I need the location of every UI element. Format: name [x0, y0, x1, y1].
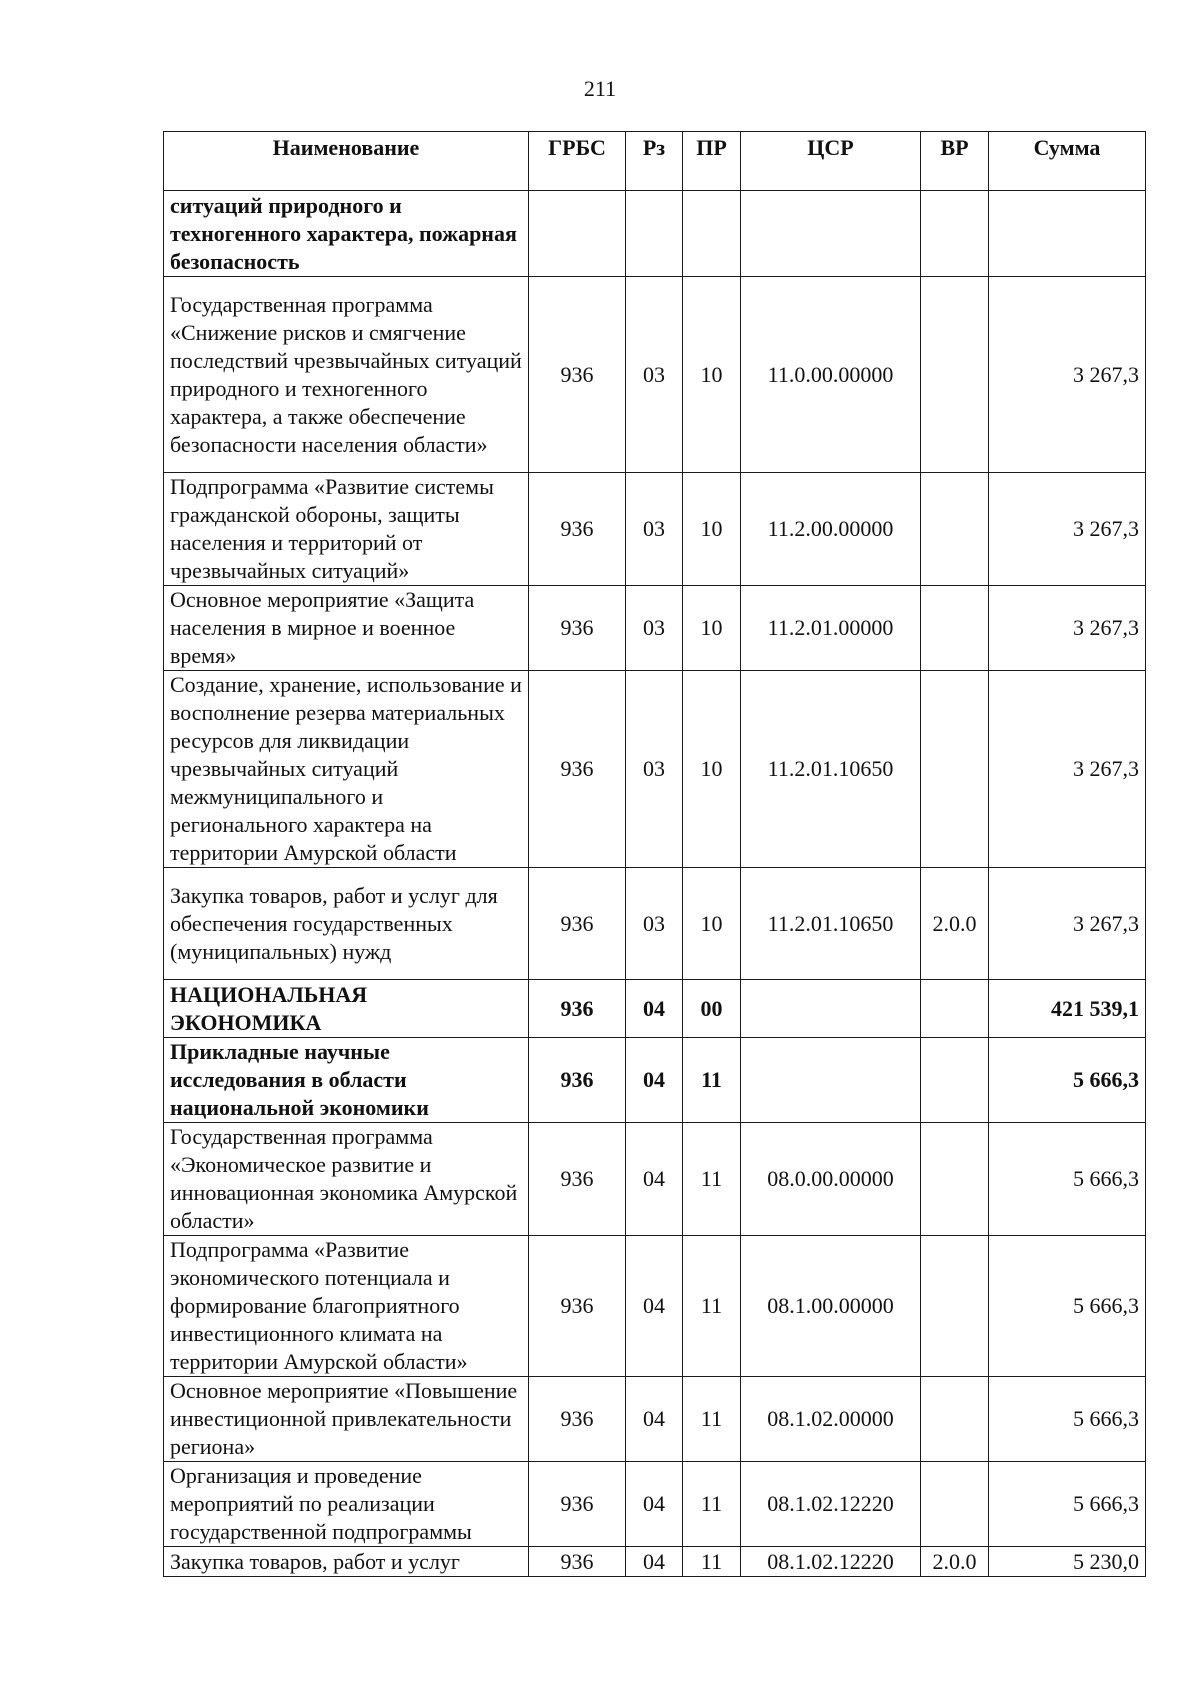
- row-rz: 04: [626, 980, 683, 1038]
- row-sum: 3 267,3: [989, 671, 1146, 868]
- row-grbs: 936: [529, 473, 626, 586]
- row-vr: [921, 1123, 989, 1236]
- row-csr: [741, 980, 921, 1038]
- row-sum: 5 666,3: [989, 1462, 1146, 1547]
- row-vr: 2.0.0: [921, 1547, 989, 1577]
- row-vr: [921, 1462, 989, 1547]
- row-vr: [921, 277, 989, 473]
- row-name: Государственная программа «Снижение рисков и смягчение последствий чрезвычайных ситуаций природного и техногенного характера, а также обеспечение безопасности населения области»: [164, 277, 529, 473]
- row-rz: 03: [626, 671, 683, 868]
- header-grbs: ГРБС: [529, 132, 626, 191]
- header-sum: Сумма: [989, 132, 1146, 191]
- row-pr: 10: [683, 868, 741, 980]
- row-grbs: 936: [529, 980, 626, 1038]
- header-pr: ПР: [683, 132, 741, 191]
- row-grbs: [529, 191, 626, 277]
- row-csr: 08.1.02.12220: [741, 1462, 921, 1547]
- row-csr: 08.1.02.12220: [741, 1547, 921, 1577]
- row-vr: 2.0.0: [921, 868, 989, 980]
- row-sum: 5 230,0: [989, 1547, 1146, 1577]
- row-grbs: 936: [529, 1123, 626, 1236]
- row-pr: 11: [683, 1377, 741, 1462]
- row-pr: 00: [683, 980, 741, 1038]
- row-vr: [921, 586, 989, 671]
- row-sum: 3 267,3: [989, 586, 1146, 671]
- row-rz: 04: [626, 1462, 683, 1547]
- table-row: [164, 191, 1146, 277]
- row-csr: [741, 191, 921, 277]
- row-vr: [921, 1377, 989, 1462]
- table-row: [164, 671, 1146, 868]
- row-sum: 3 267,3: [989, 277, 1146, 473]
- row-csr: 08.1.02.00000: [741, 1377, 921, 1462]
- table-row: [164, 1236, 1146, 1377]
- row-pr: 11: [683, 1236, 741, 1377]
- table-row: [164, 980, 1146, 1038]
- row-grbs: 936: [529, 277, 626, 473]
- row-name: Подпрограмма «Развитие системы гражданской обороны, защиты населения и территорий от чрезвычайных ситуаций»: [164, 473, 529, 586]
- row-pr: 11: [683, 1038, 741, 1123]
- row-csr: [741, 1038, 921, 1123]
- row-grbs: 936: [529, 1038, 626, 1123]
- table-row: [164, 473, 1146, 586]
- row-sum: [989, 191, 1146, 277]
- table-header-row: [164, 132, 1146, 191]
- table-row: [164, 1462, 1146, 1547]
- row-sum: 3 267,3: [989, 868, 1146, 980]
- row-rz: 03: [626, 868, 683, 980]
- row-name: Закупка товаров, работ и услуг: [164, 1547, 529, 1577]
- row-grbs: 936: [529, 586, 626, 671]
- row-name: Закупка товаров, работ и услуг для обеспечения государственных (муниципальных) нужд: [164, 868, 529, 980]
- row-rz: 03: [626, 277, 683, 473]
- row-grbs: 936: [529, 671, 626, 868]
- row-grbs: 936: [529, 1236, 626, 1377]
- row-vr: [921, 191, 989, 277]
- row-pr: 11: [683, 1462, 741, 1547]
- row-name: НАЦИОНАЛЬНАЯ ЭКОНОМИКА: [164, 980, 529, 1038]
- row-csr: 11.2.01.10650: [741, 671, 921, 868]
- row-grbs: 936: [529, 868, 626, 980]
- row-vr: [921, 980, 989, 1038]
- table-row: [164, 1038, 1146, 1123]
- row-sum: 421 539,1: [989, 980, 1146, 1038]
- header-name: Наименование: [164, 132, 529, 191]
- row-name: ситуаций природного и техногенного характера, пожарная безопасность: [164, 191, 529, 277]
- row-grbs: 936: [529, 1547, 626, 1577]
- row-csr: 08.1.00.00000: [741, 1236, 921, 1377]
- table-row: [164, 277, 1146, 473]
- row-name: Прикладные научные исследования в области национальной экономики: [164, 1038, 529, 1123]
- row-rz: 04: [626, 1038, 683, 1123]
- table-row: [164, 1547, 1146, 1577]
- row-vr: [921, 671, 989, 868]
- row-name: Основное мероприятие «Повышение инвестиционной привлекательности региона»: [164, 1377, 529, 1462]
- row-rz: 03: [626, 473, 683, 586]
- row-rz: 03: [626, 586, 683, 671]
- row-name: Подпрограмма «Развитие экономического потенциала и формирование благоприятного инвестиционного климата на территории Амурской области»: [164, 1236, 529, 1377]
- header-csr: ЦСР: [741, 132, 921, 191]
- row-grbs: 936: [529, 1462, 626, 1547]
- row-csr: 11.2.01.10650: [741, 868, 921, 980]
- row-rz: 04: [626, 1547, 683, 1577]
- row-sum: 5 666,3: [989, 1038, 1146, 1123]
- table-row: [164, 586, 1146, 671]
- row-sum: 5 666,3: [989, 1123, 1146, 1236]
- row-csr: 11.0.00.00000: [741, 277, 921, 473]
- table-row: [164, 868, 1146, 980]
- row-csr: 08.0.00.00000: [741, 1123, 921, 1236]
- row-pr: 10: [683, 671, 741, 868]
- row-vr: [921, 1236, 989, 1377]
- row-rz: 04: [626, 1377, 683, 1462]
- row-pr: 11: [683, 1547, 741, 1577]
- row-pr: 10: [683, 277, 741, 473]
- row-name: Организация и проведение мероприятий по реализации государственной подпрограммы: [164, 1462, 529, 1547]
- row-name: Основное мероприятие «Защита населения в мирное и военное время»: [164, 586, 529, 671]
- row-csr: 11.2.01.00000: [741, 586, 921, 671]
- row-csr: 11.2.00.00000: [741, 473, 921, 586]
- row-name: Государственная программа «Экономическое развитие и инновационная экономика Амурской области»: [164, 1123, 529, 1236]
- row-rz: [626, 191, 683, 277]
- row-sum: 5 666,3: [989, 1236, 1146, 1377]
- row-name: Создание, хранение, использование и восполнение резерва материальных ресурсов для ликвидации чрезвычайных ситуаций межмуниципального и регионального характера на территории Амурской области: [164, 671, 529, 868]
- row-pr: 11: [683, 1123, 741, 1236]
- page-number: 211: [583, 76, 617, 101]
- row-rz: 04: [626, 1236, 683, 1377]
- row-sum: 3 267,3: [989, 473, 1146, 586]
- row-pr: 10: [683, 586, 741, 671]
- header-rz: Рз: [626, 132, 683, 191]
- row-pr: 10: [683, 473, 741, 586]
- row-grbs: 936: [529, 1377, 626, 1462]
- row-vr: [921, 473, 989, 586]
- row-rz: 04: [626, 1123, 683, 1236]
- header-vr: ВР: [921, 132, 989, 191]
- budget-table: [163, 131, 1146, 1577]
- row-vr: [921, 1038, 989, 1123]
- row-sum: 5 666,3: [989, 1377, 1146, 1462]
- table-row: [164, 1123, 1146, 1236]
- row-pr: [683, 191, 741, 277]
- table-row: [164, 1377, 1146, 1462]
